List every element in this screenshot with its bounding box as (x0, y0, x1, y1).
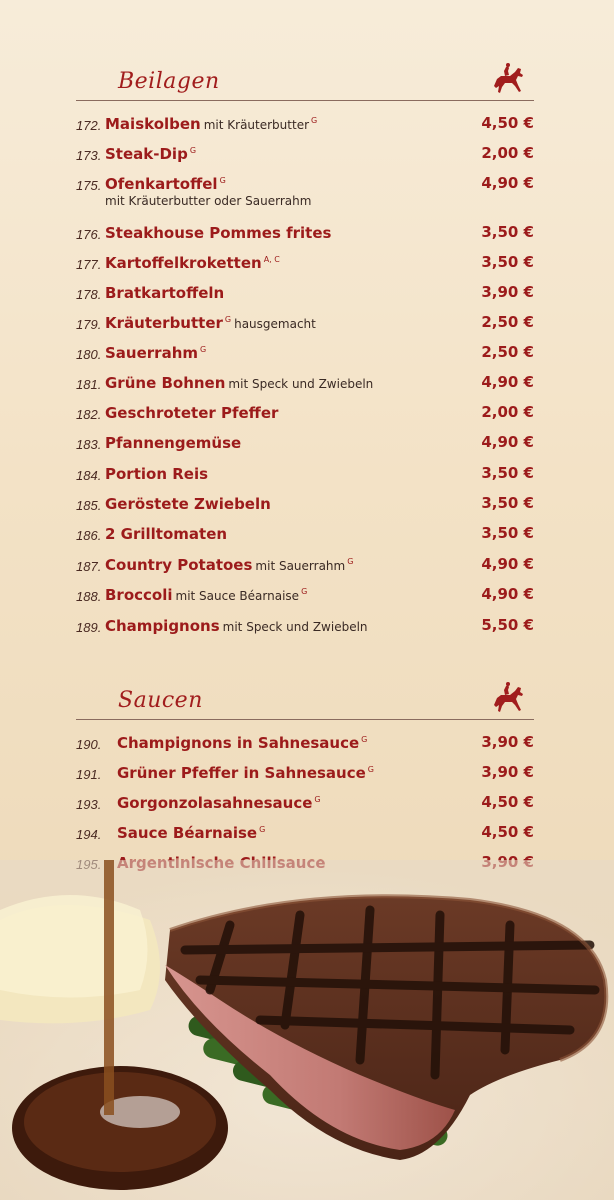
item-number: 178. (76, 287, 102, 302)
item-price: 4,90 € (481, 373, 534, 391)
item-name: Maiskolben (105, 115, 201, 133)
item-description: mit Kräuterbutter oder Sauerrahm (105, 194, 312, 208)
item-number: 191. (76, 767, 102, 782)
menu-item (76, 403, 534, 427)
horse-rider-icon (488, 62, 528, 96)
item-description: mit Sauce Béarnaise (175, 589, 300, 603)
item-price: 2,00 € (481, 403, 534, 421)
menu-item (76, 433, 534, 457)
item-name: Grüner Pfeffer in Sahnesauce (117, 764, 366, 782)
item-price: 3,50 € (481, 494, 534, 512)
item-number: 173. (76, 148, 102, 163)
menu-item (76, 524, 534, 548)
item-price: 2,00 € (481, 144, 534, 162)
item-price: 3,50 € (481, 223, 534, 241)
menu-item (76, 616, 534, 640)
item-number: 193. (76, 797, 102, 812)
allergen-code: G (361, 734, 368, 744)
item-name: Portion Reis (105, 465, 209, 483)
menu-item (76, 253, 534, 277)
menu-item (76, 313, 534, 337)
item-number: 175. (76, 178, 102, 193)
allergen-code: G (314, 794, 321, 804)
item-price: 4,90 € (481, 555, 534, 573)
item-price: 3,50 € (481, 253, 534, 271)
menu-item (76, 793, 534, 817)
item-name: Pfannengemüse (105, 434, 242, 452)
allergen-code: G (219, 175, 226, 185)
allergen-code: G (301, 586, 308, 596)
item-name: Bratkartoffeln (105, 284, 225, 302)
item-description: hausgemacht (234, 317, 316, 331)
item-number: 176. (76, 227, 102, 242)
item-name: Gorgonzolasahnesauce (117, 794, 313, 812)
menu-item (76, 733, 534, 757)
menu-item (76, 763, 534, 787)
item-number: 172. (76, 118, 102, 133)
item-description: mit Kräuterbutter (203, 118, 310, 132)
item-name: Sauerrahm (105, 344, 199, 362)
item-number: 188. (76, 589, 102, 604)
menu-item (76, 373, 534, 397)
menu-item (76, 823, 534, 847)
allergen-code: G (189, 145, 197, 155)
item-number: 181. (76, 377, 102, 392)
item-number: 185. (76, 498, 102, 513)
horse-rider-icon (488, 681, 528, 715)
item-price: 2,50 € (481, 343, 534, 361)
item-price: 3,90 € (481, 283, 534, 301)
item-number: 184. (76, 468, 102, 483)
item-price: 4,90 € (481, 585, 534, 603)
item-price: 4,90 € (481, 433, 534, 451)
item-price: 4,50 € (481, 823, 534, 841)
item-number: 180. (76, 347, 102, 362)
item-price: 3,50 € (481, 524, 534, 542)
beilagen-header (76, 66, 534, 101)
item-number: 189. (76, 620, 102, 635)
item-name: Grüne Bohnen (105, 374, 226, 392)
allergen-code: G (259, 824, 266, 834)
item-description: mit Sauerrahm (255, 559, 346, 573)
item-name: Geröstete Zwiebeln (105, 495, 271, 513)
steak-photo (0, 860, 614, 1200)
item-name: Champignons (105, 617, 220, 635)
item-name: Ofenkartoffel (105, 175, 218, 193)
menu-item (76, 494, 534, 518)
item-number: 190. (76, 737, 102, 752)
menu-item (76, 174, 534, 214)
allergen-code: G (311, 115, 318, 125)
section-title-beilagen: Beilagen (118, 69, 220, 94)
menu-item (76, 555, 534, 579)
item-description: mit Speck und Zwiebeln (222, 620, 368, 634)
item-price: 5,50 € (481, 616, 534, 634)
item-name: Kräuterbutter (105, 314, 223, 332)
saucen-header (76, 685, 534, 720)
item-number: 186. (76, 528, 102, 543)
item-name: Country Potatoes (105, 556, 253, 574)
item-name: Champignons in Sahnesauce (117, 734, 360, 752)
allergen-code: A, C (263, 254, 280, 264)
menu-item (76, 144, 534, 168)
item-number: 187. (76, 559, 102, 574)
allergen-code: G (347, 556, 354, 566)
item-name: Steak-Dip (105, 145, 188, 163)
menu-item (76, 343, 534, 367)
item-price: 4,50 € (481, 114, 534, 132)
item-price: 3,90 € (481, 763, 534, 781)
item-price: 2,50 € (481, 313, 534, 331)
item-name: Geschroteter Pfeffer (105, 404, 279, 422)
menu-item (76, 283, 534, 307)
item-number: 177. (76, 257, 102, 272)
item-number: 179. (76, 317, 102, 332)
menu-item (76, 464, 534, 488)
item-price: 3,50 € (481, 464, 534, 482)
item-description: mit Speck und Zwiebeln (228, 377, 374, 391)
item-name: Steakhouse Pommes frites (105, 224, 332, 242)
item-name: Kartoffelkroketten (105, 254, 262, 272)
allergen-code: G (367, 764, 374, 774)
item-number: 183. (76, 437, 102, 452)
item-number: 194. (76, 827, 102, 842)
allergen-code: G (200, 344, 207, 354)
menu-item (76, 585, 534, 609)
item-price: 3,90 € (481, 733, 534, 751)
item-price: 4,90 € (481, 174, 534, 192)
item-number: 182. (76, 407, 102, 422)
allergen-code: G (224, 314, 232, 324)
menu-item (76, 223, 534, 247)
item-name: Sauce Béarnaise (117, 824, 258, 842)
menu-item (76, 114, 534, 138)
item-price: 4,50 € (481, 793, 534, 811)
item-name: 2 Grilltomaten (105, 525, 228, 543)
section-title-saucen: Saucen (118, 688, 203, 713)
item-name: Broccoli (105, 586, 173, 604)
